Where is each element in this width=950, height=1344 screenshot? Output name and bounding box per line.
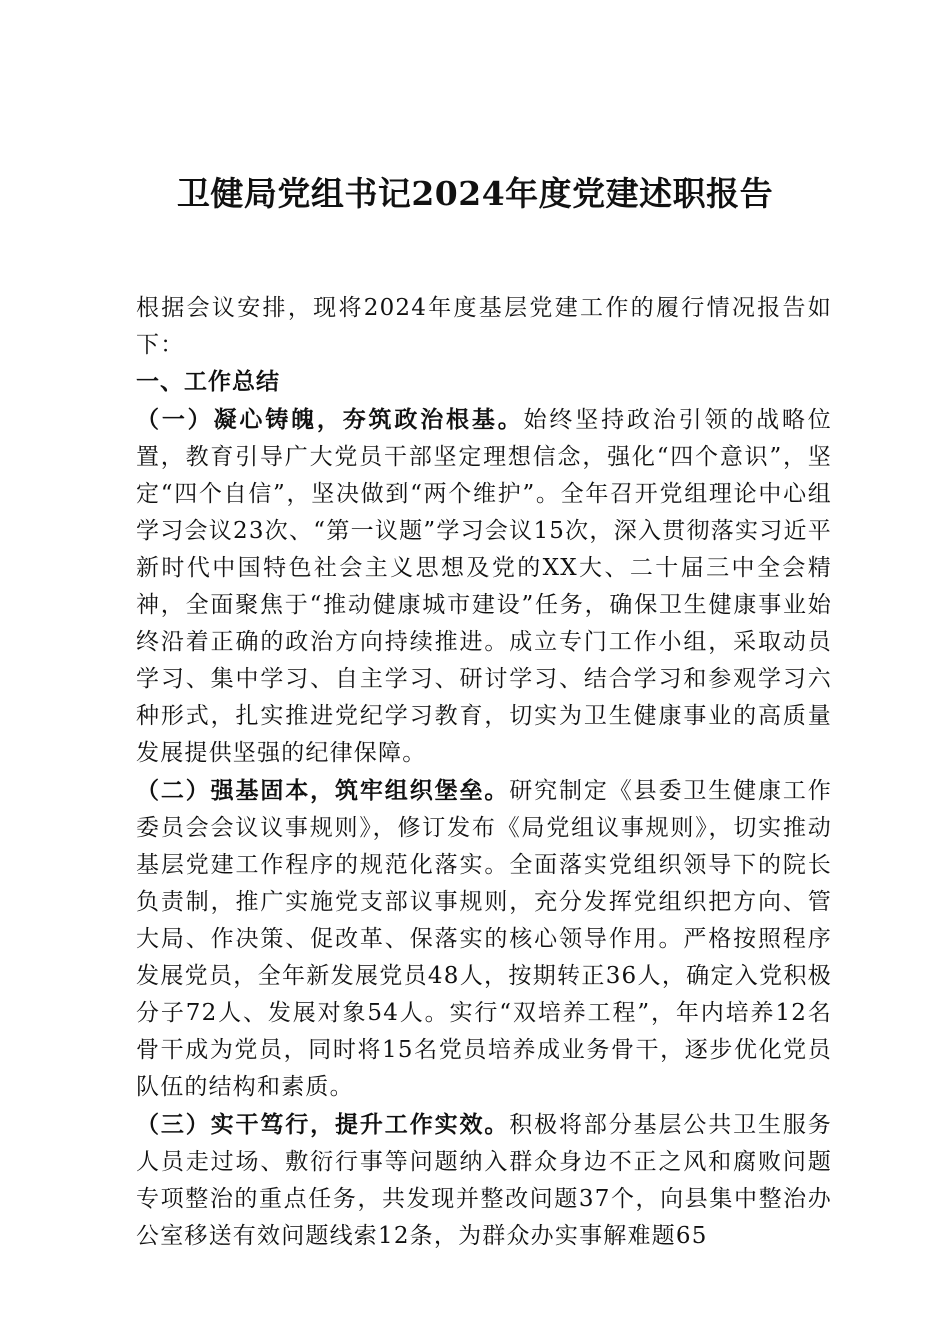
document-body [118, 290, 832, 1255]
paragraph-1-subheading: （一）凝心铸魄，夯筑政治根基。 [136, 406, 524, 433]
paragraph-3-subheading: （三）实干笃行，提升工作实效。 [136, 1111, 510, 1138]
section-heading: 一、工作总结 [136, 369, 280, 395]
paragraph-2-text: 研究制定《县委卫生健康工作委员会会议议事规则》，修订发布《局党组议事规则》，切实推动基层党建工作程序的规范化落实。全面落实党组织领导下的院长负责制，推广实施党支部议事规则，充分发挥党组织把方向、管大局、作决策、促改革、保落实的核心领导作用。严格按照程序发展党员，全年新发展党员48人，按期转正36人，确定入党积极分子72人、发展对象54人。实行“双培养工程”，年内培养12名骨干成为党员，同时将15名党员培养成业务骨干，逐步优化党员队伍的结构和素质。 [136, 778, 832, 1100]
intro-paragraph: 根据会议安排，现将2024年度基层党建工作的履行情况报告如下： [136, 295, 832, 358]
paragraph-3-text: 积极将部分基层公共卫生服务人员走过场、敷衍行事等问题纳入群众身边不正之风和腐败问题专项整治的重点任务，共发现并整改问题37个，向县集中整治办公室移送有效问题线索12条，为群众办实事解难题65 [136, 1112, 832, 1249]
document-title: 卫健局党组书记2024年度党建述职报告 [176, 174, 774, 213]
paragraph-1 [118, 401, 832, 772]
paragraph-3 [118, 1106, 832, 1255]
paragraph-2 [118, 772, 832, 1106]
paragraph-2-subheading: （二）强基固本，筑牢组织堡垒。 [136, 777, 510, 804]
paragraph-1-text: 始终坚持政治引领的战略位置，教育引导广大党员干部坚定理想信念，强化“四个意识”，坚定“四个自信”，坚决做到“两个维护”。全年召开党组理论中心组学习会议23次、“第一议题”学习会议15次，深入贯彻落实习近平新时代中国特色社会主义思想及党的XX大、二十届三中全会精神，全面聚焦于“推动健康城市建设”任务，确保卫生健康事业始终沿着正确的政治方向持续推进。成立专门工作小组，采取动员学习、集中学习、自主学习、研讨学习、结合学习和参观学习六种形式，扎实推进党纪学习教育，切实为卫生健康事业的高质量发展提供坚强的纪律保障。 [136, 407, 832, 766]
